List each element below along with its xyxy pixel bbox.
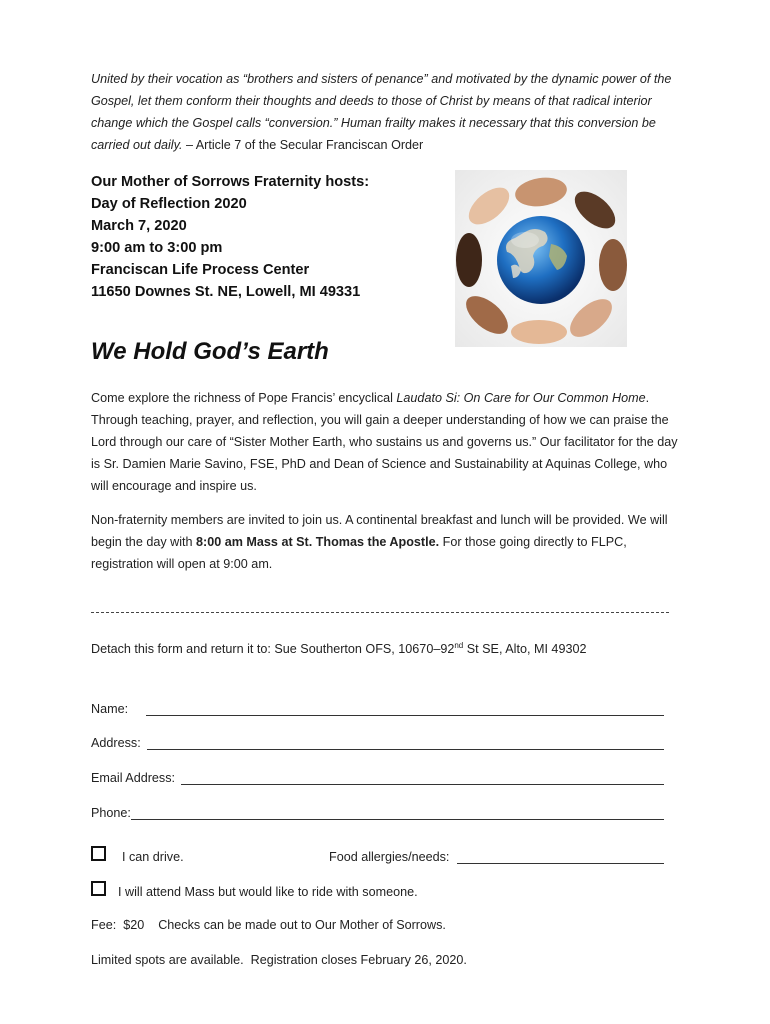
food-label: Food allergies/needs: bbox=[329, 850, 450, 864]
details-text-start: Non-fraternity members are invited to join us. A continental breakfast and lunch will be provided. We will begin the day with bbox=[91, 513, 668, 549]
details-paragraph bbox=[91, 509, 681, 575]
detach-text-end: St SE, Alto, MI 49302 bbox=[463, 642, 587, 656]
event-details bbox=[91, 171, 441, 303]
event-date: March 7, 2020 bbox=[91, 218, 187, 234]
email-label: Email Address: bbox=[91, 771, 175, 785]
detach-superscript: nd bbox=[454, 641, 464, 650]
mass-time: 8:00 am Mass at St. Thomas the Apostle. bbox=[196, 535, 440, 549]
ride-label: I will attend Mass but would like to ride with someone. bbox=[118, 885, 418, 899]
event-time: 9:00 am to 3:00 pm bbox=[91, 240, 223, 256]
intro-paragraph bbox=[91, 387, 681, 497]
event-host: Our Mother of Sorrows Fraternity hosts: bbox=[91, 174, 370, 190]
food-line[interactable] bbox=[457, 849, 664, 864]
drive-label: I can drive. bbox=[122, 850, 184, 864]
name-line[interactable] bbox=[146, 701, 664, 716]
name-field[interactable] bbox=[91, 694, 664, 716]
intro-text-end: . Through teaching, prayer, and reflection, you will gain a deeper understanding of how we can praise the Lord through our care of “Sister Mother Earth, who sustains us and governs us.” Our facilitator for the day is Sr. Damien Marie Savino, FSE, PhD and Dean of Science and Sustainability at Aquinas College, who will encourage and inspire us. bbox=[91, 391, 678, 493]
phone-line[interactable] bbox=[131, 805, 664, 820]
headline: We Hold God’s Earth bbox=[91, 338, 329, 365]
name-label: Name: bbox=[91, 702, 129, 716]
detach-instructions bbox=[91, 641, 586, 656]
drive-checkbox[interactable] bbox=[91, 846, 106, 861]
address-line[interactable] bbox=[147, 735, 664, 750]
hands-holding-earth-icon bbox=[455, 170, 627, 347]
address-label: Address: bbox=[91, 736, 141, 750]
email-field[interactable] bbox=[91, 763, 664, 785]
phone-field[interactable] bbox=[91, 798, 664, 820]
fee-info: Fee: $20 Checks can be made out to Our Mother of Sorrows. bbox=[91, 918, 446, 932]
ride-option[interactable] bbox=[91, 877, 418, 899]
event-venue: Franciscan Life Process Center bbox=[91, 262, 310, 278]
encyclical-title: Laudato Si: On Care for Our Common Home bbox=[396, 391, 646, 405]
intro-text-start: Come explore the richness of Pope Francis’ encyclical bbox=[91, 391, 397, 405]
registration-deadline: Limited spots are available. Registration closes February 26, 2020. bbox=[91, 953, 467, 967]
phone-label: Phone: bbox=[91, 806, 131, 820]
event-address: 11650 Downes St. NE, Lowell, MI 49331 bbox=[91, 284, 361, 300]
ride-checkbox[interactable] bbox=[91, 881, 106, 896]
drive-option[interactable] bbox=[91, 842, 184, 864]
detach-divider bbox=[91, 612, 669, 613]
email-line[interactable] bbox=[181, 770, 664, 785]
quote-text: United by their vocation as “brothers and sisters of penance” and motivated by the dynamic power of the Gospel, let them conform their thoughts and deeds to those of Christ by means of that radical interior change which the Gospel calls “conversion.” Human frailty makes it necessary that this conversion be carried out daily. bbox=[91, 72, 672, 152]
event-title: Day of Reflection 2020 bbox=[91, 196, 247, 212]
address-field[interactable] bbox=[91, 728, 664, 750]
franciscan-quote bbox=[91, 68, 681, 156]
details-text-end: For those going directly to FLPC, registration will open at 9:00 am. bbox=[91, 535, 627, 571]
detach-text-start: Detach this form and return it to: Sue Southerton OFS, 10670–92 bbox=[91, 642, 455, 656]
food-allergies-field[interactable] bbox=[329, 842, 664, 864]
quote-attribution: – Article 7 of the Secular Franciscan Order bbox=[182, 138, 424, 152]
